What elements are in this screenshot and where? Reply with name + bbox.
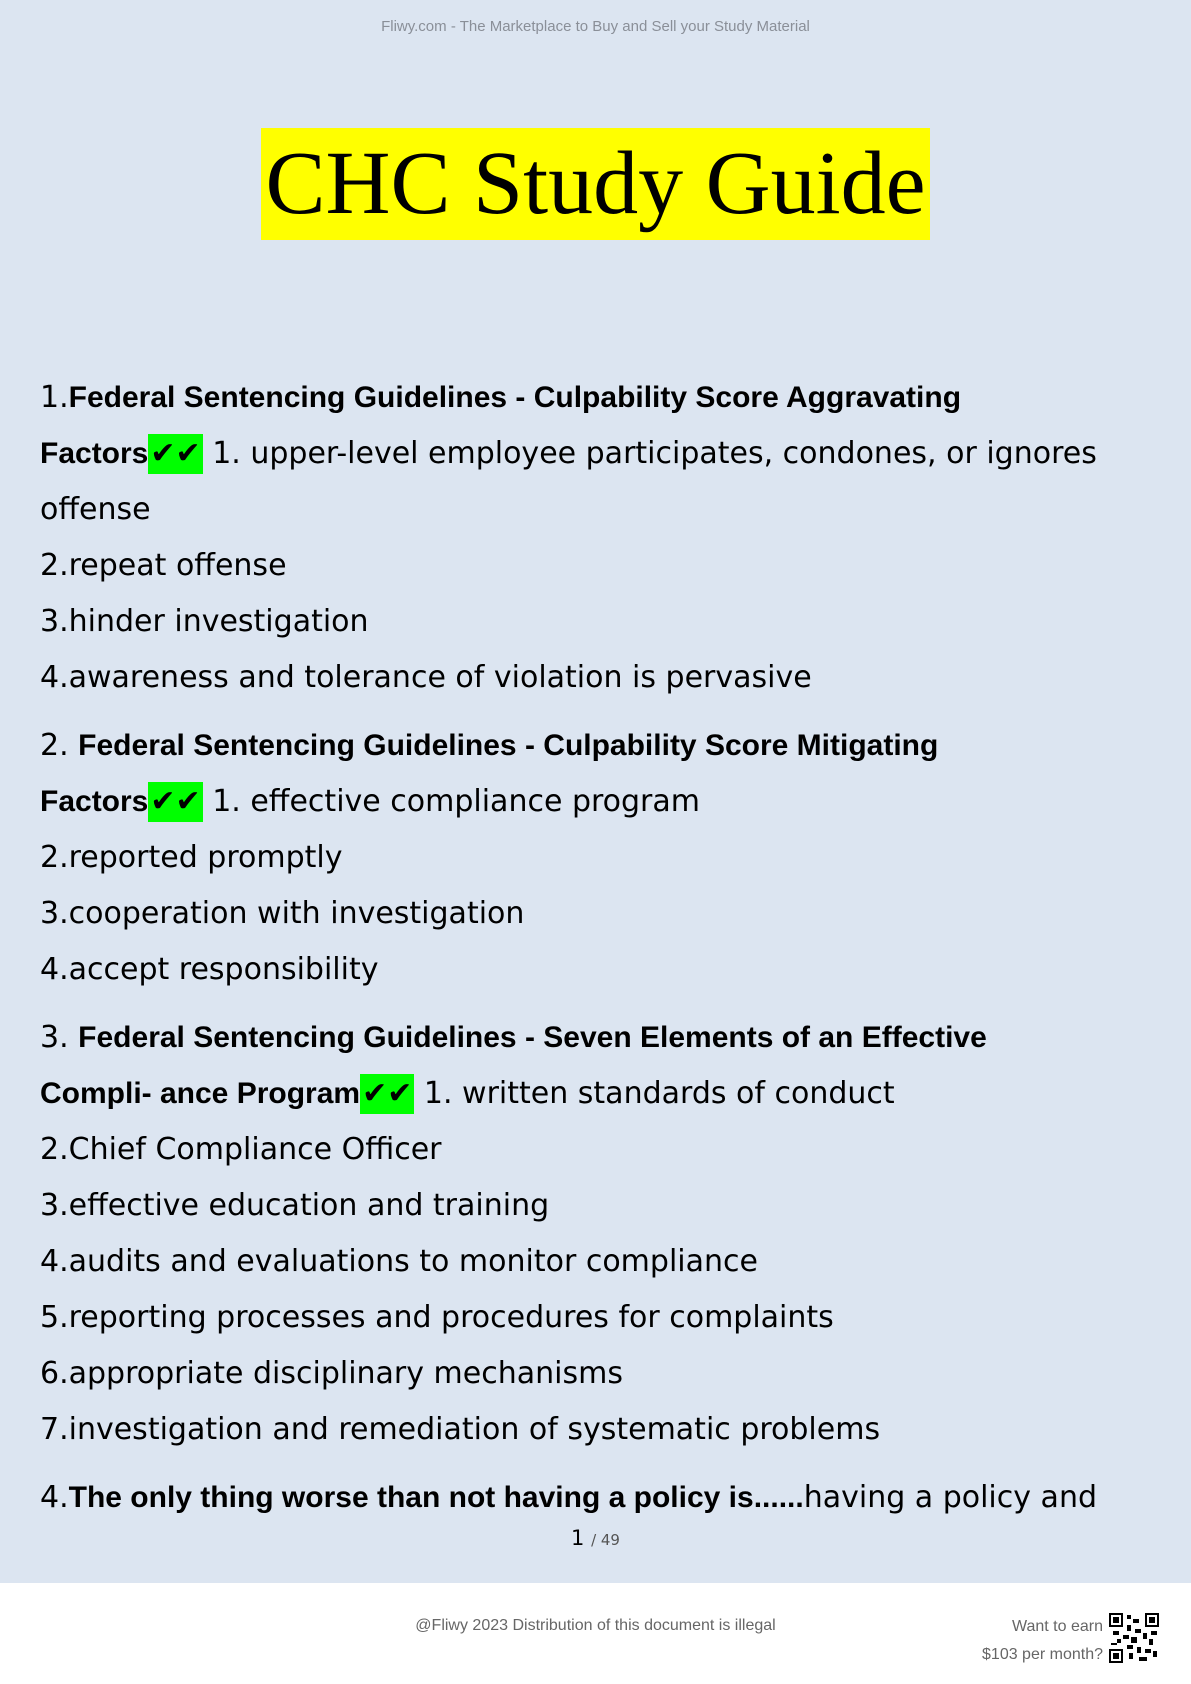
question-1-line-2: [40, 426, 1180, 482]
question-text: Factors: [40, 785, 149, 818]
list-item: [40, 942, 1180, 998]
item-number: 3.: [40, 604, 69, 639]
item-number: 7.: [40, 1412, 69, 1447]
answer-text: 1. upper-level employee participates, condones, or ignores: [202, 436, 1097, 471]
item-text: cooperation with investigation: [68, 896, 525, 931]
current-page: 1: [571, 1526, 585, 1550]
item-text: hinder investigation: [68, 604, 369, 639]
list-item: [40, 594, 1180, 650]
list-item: [40, 538, 1180, 594]
list-item: [40, 1178, 1180, 1234]
question-text: The only thing worse than not having a policy is......: [68, 1481, 804, 1514]
total-pages: / 49: [591, 1531, 620, 1549]
check-mark-icon: ✔✔: [148, 782, 202, 822]
item-text: appropriate disciplinary mechanisms: [68, 1356, 623, 1391]
check-mark-icon: ✔✔: [360, 1074, 414, 1114]
question-1-line-1: [40, 370, 1180, 426]
question-text: Federal Sentencing Guidelines - Culpability Score Aggravating: [68, 381, 962, 414]
item-number: 4.: [40, 1244, 69, 1279]
question-2-line-1: [40, 718, 1180, 774]
item-number: 2.: [40, 840, 69, 875]
list-item: [40, 1402, 1180, 1458]
earn-line-1: Want to earn: [1011, 1618, 1103, 1635]
list-item: [40, 1290, 1180, 1346]
item-number: 2.: [40, 1132, 69, 1167]
list-item: [40, 1122, 1180, 1178]
list-item: [40, 1346, 1180, 1402]
answer-continuation: offense: [40, 492, 151, 527]
list-item: [40, 650, 1180, 706]
item-number: 3.: [40, 896, 69, 931]
question-3-line-2: [40, 1066, 1180, 1122]
question-number: 4.: [40, 1480, 69, 1515]
item-text: reported promptly: [68, 840, 343, 875]
item-number: 5.: [40, 1300, 69, 1335]
earn-promo-link[interactable]: [982, 1613, 1103, 1669]
question-number: 3.: [40, 1020, 69, 1055]
list-item: [40, 886, 1180, 942]
item-text: audits and evaluations to monitor compliance: [68, 1244, 758, 1279]
item-text: awareness and tolerance of violation is pervasive: [68, 660, 812, 695]
item-number: 4.: [40, 952, 69, 987]
item-number: 6.: [40, 1356, 69, 1391]
item-text: accept responsibility: [68, 952, 379, 987]
list-item: [40, 830, 1180, 886]
question-text: Factors: [40, 437, 149, 470]
item-text: Chief Compliance Officer: [68, 1132, 442, 1167]
question-text: Compli- ance Program: [40, 1077, 361, 1110]
item-number: 2.: [40, 548, 69, 583]
question-3-line-1: [40, 1010, 1180, 1066]
document-title: CHC Study Guide: [261, 128, 929, 240]
page-counter: [0, 1526, 1191, 1550]
answer-text: 1. effective compliance program: [202, 784, 700, 819]
question-2-line-2: [40, 774, 1180, 830]
item-text: repeat offense: [68, 548, 287, 583]
earn-line-2: $103 per month?: [982, 1646, 1103, 1663]
list-item: [40, 1234, 1180, 1290]
copyright-notice: @Fliwy 2023 Distribution of this document is illegal: [415, 1617, 776, 1634]
check-mark-icon: ✔✔: [148, 434, 202, 474]
page-header: Fliwy.com - The Marketplace to Buy and Sell your Study Material: [381, 18, 810, 35]
answer-text: 1. written standards of conduct: [414, 1076, 895, 1111]
answer-text: having a policy and: [803, 1480, 1097, 1515]
question-number: 1.: [40, 380, 69, 415]
item-number: 3.: [40, 1188, 69, 1223]
question-4-line-1: [40, 1470, 1180, 1526]
study-content: [40, 370, 1180, 1526]
qr-code-icon[interactable]: [1109, 1613, 1159, 1663]
question-number: 2.: [40, 728, 69, 763]
question-text: Federal Sentencing Guidelines - Culpability Score Mitigating: [78, 729, 939, 762]
item-text: effective education and training: [68, 1188, 550, 1223]
item-number: 4.: [40, 660, 69, 695]
question-text: Federal Sentencing Guidelines - Seven Elements of an Effective: [78, 1021, 987, 1054]
item-text: reporting processes and procedures for complaints: [68, 1300, 834, 1335]
item-text: investigation and remediation of systematic problems: [68, 1412, 881, 1447]
